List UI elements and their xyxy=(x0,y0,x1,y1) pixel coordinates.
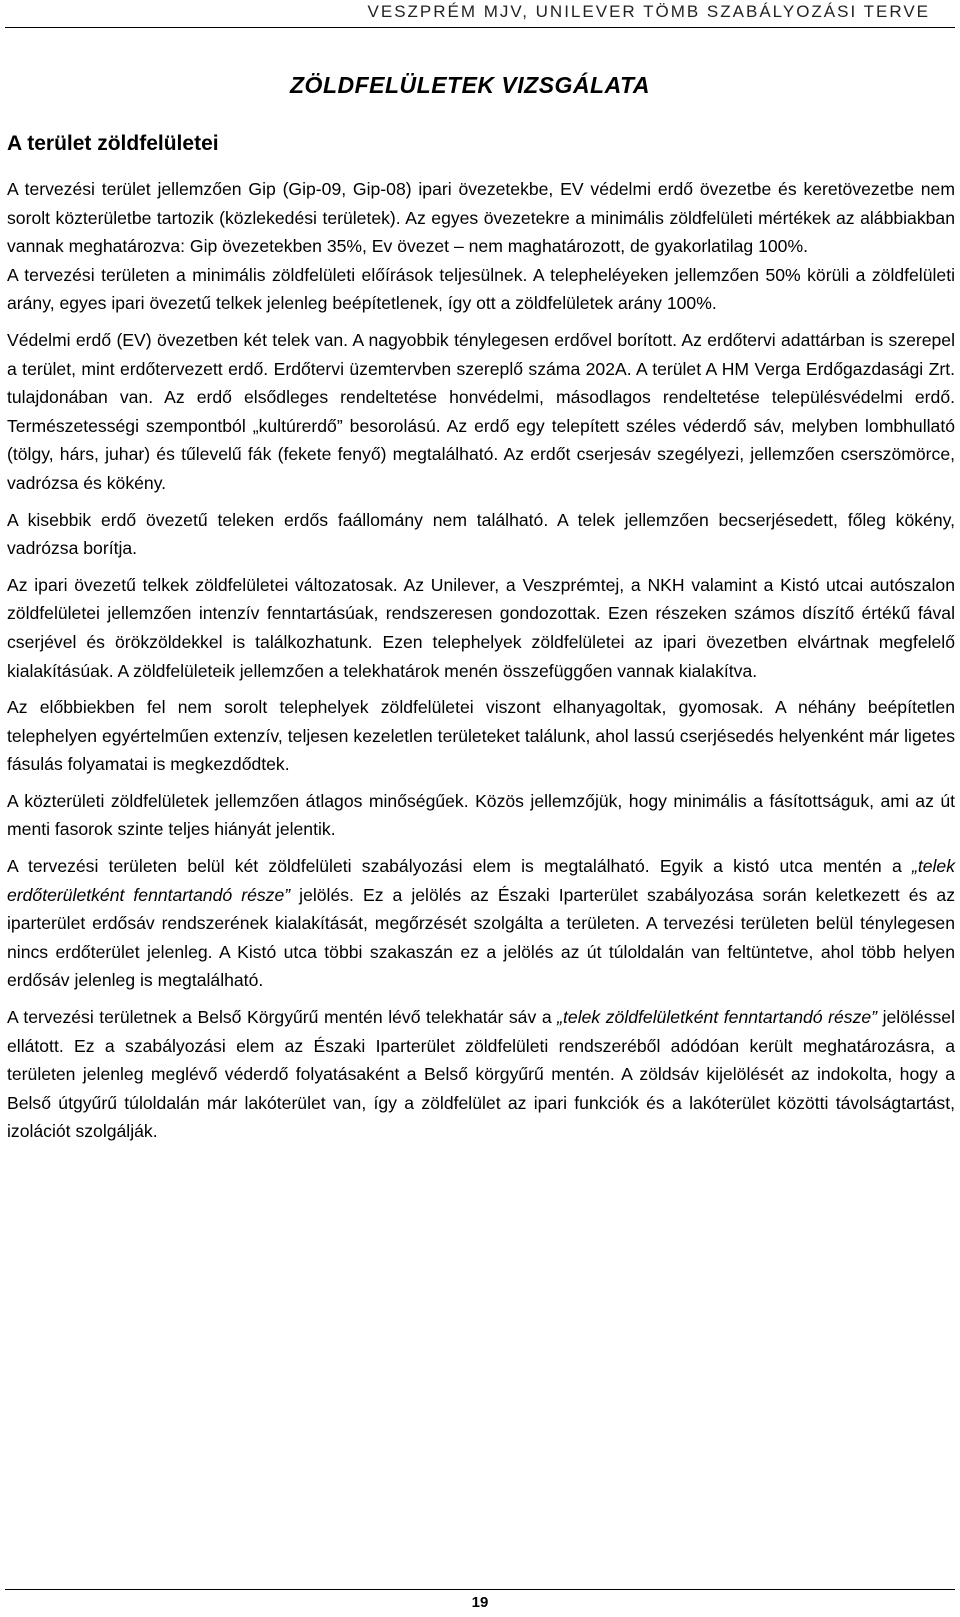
italic-designation: „telek zöldfelületként fenntartandó része” xyxy=(557,1007,878,1028)
paragraph-protective-forest: Védelmi erdő (EV) övezetben két telek van. A nagyobbik ténylegesen erdővel borított. Az erdőtervi adattárban is szerepel a terület, mint erdőtervezett erdő. Erdőtervi üzemtervben szereplő száma 202A. A terület A HM Verga Erdőgazdasági Zrt. tulajdonában van. Az erdő elsődleges rendeltetése honvédelmi, másodlagos rendeltetése településvédelmi erdő. Természetességi szempontból „kultúrerdő” besorolású. Az erdő egy telepített széles véderdő sáv, melyben lombhullató (tölgy, hárs, juhar) és tűlevelű fák (fekete fenyő) megtalálható. Az erdőt cserjesáv szegélyezi, jellemzően cserszömörce, vadrózsa és kökény. xyxy=(7,329,955,493)
paragraph-smaller-forest-plot: A kisebbik erdő övezetű teleken erdős faállomány nem található. A telek jellemzően becserjésedett, főleg kökény, vadrózsa borítja. xyxy=(7,509,955,559)
running-header: VESZPRÉM MJV, UNILEVER TÖMB SZABÁLYOZÁSI TERVE xyxy=(367,2,930,21)
paragraph-ring-road-strip xyxy=(7,1003,955,1146)
paragraph-industrial-green: Az ipari övezetű telkek zöldfelületei változatosak. Az Unilever, a Veszprémtej, a NKH valamint a Kistó utcai autószalon zöldfelületei jellemzően intenzív fenntartásúak, rendszeresen gondozottak. Ezen részeken számos díszítő értékű fával cserjével és örökzöldekkel is találkozhatunk. Ezen telephelyek zöldfelületei az ipari övezetben elvártnak megfelelő kialakításúak. A zöldfelületeik jellemzően a telekhatárok menén összefüggően vannak kialakítva. xyxy=(7,574,955,681)
paragraph-zoning-overview: A tervezési terület jellemzően Gip (Gip-09, Gip-08) ipari övezetekbe, EV védelmi erdő övezetbe és keretövezetbe nem sorolt közterületbe tartozik (közlekedési területek). Az egyes övezetekre a minimális zöldfelületi mértékek az alábbiakban vannak meghatározva: Gip övezetekben 35%, Ev övezet – nem maghatározott, de gyakorlatilag 100%. xyxy=(7,179,955,257)
paragraph-requirements: A tervezési területen a minimális zöldfelületi előírások teljesülnek. A telepheléyeken jellemzően 50% körüli a zöldfelületi arány, egyes ipari övezetű telkek jelenleg beépítetlenek, így ott a zöldfelületek arány 100%. xyxy=(7,264,955,314)
paragraph-public-green: A közterületi zöldfelületek jellemzően átlagos minőségűek. Közös jellemzőjük, hogy minimális a fásítottságuk, ami az út menti fasorok szinte teljes hiányát jelentik. xyxy=(7,790,955,840)
document-body xyxy=(7,175,955,1154)
section-title: ZÖLDFELÜLETEK VIZSGÁLATA xyxy=(290,72,650,98)
footer-divider xyxy=(5,1589,955,1590)
subsection-title: A terület zöldfelületei xyxy=(7,132,219,155)
paragraph-regulation-elements xyxy=(7,852,955,995)
italic-designation: „telek erdőterületként fenntartandó része” xyxy=(7,856,955,905)
paragraph-text: A tervezési területnek a Belső Körgyűrű mentén lévő telekhatár sáv a xyxy=(7,1007,558,1028)
paragraph-text: jelöléssel ellátott. Ez a szabályozási elem az Északi Iparterület zöldfelületi rendszeréből adódóan került meghatározásra, a területen jelenleg meglévő véderdő folyatásaként a Belső körgyűrű mentén. A zöldsáv kijelölését az indokolta, hogy a Belső útgyűrű túloldalán már lakóterület van, így a zöldfelület az ipari funkciók és a lakóterület közötti távolságtartást, izolációt szolgálják. xyxy=(7,1007,955,1142)
paragraph-neglected-sites: Az előbbiekben fel nem sorolt telephelyek zöldfelületei viszont elhanyagoltak, gyomosak. A néhány beépítetlen telephelyen egyértelműen extenzív, teljesen kezeletlen területeket találunk, ahol lassú cserjésedés helyenként már ligetes fásulás folyamatai is megkezdődtek. xyxy=(7,697,955,775)
page-number: 19 xyxy=(471,1594,489,1611)
header-divider xyxy=(5,27,955,28)
paragraph-text: A tervezési területen belül két zöldfelületi szabályozási elem is megtalálható. Egyik a kistó utca mentén a xyxy=(7,856,912,877)
paragraph-text: jelölés. Ez a jelölés az Északi Iparterület szabályozása során keletkezett és az iparterület erdősáv rendszerének kialakítását, megőrzését szolgálta a területen. A tervezési területen belül ténylegesen nincs erdőterület jelenleg. A Kistó utca többi szakaszán ez a jelölés az út túloldalán van feltüntetve, ahol több helyen erdősáv jelenleg is megtalálható. xyxy=(7,884,955,991)
